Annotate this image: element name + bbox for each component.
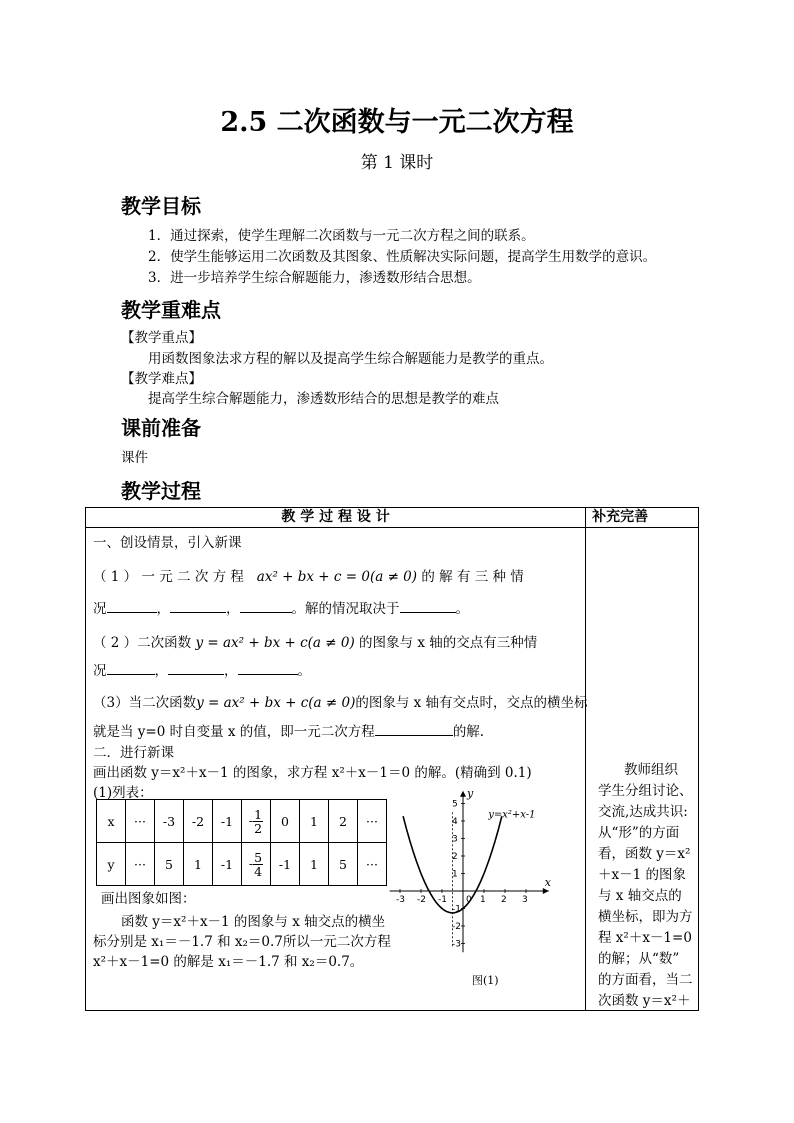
- x-axis-label: x: [544, 876, 552, 889]
- draw-text: 画出图象如图：: [101, 891, 196, 907]
- y-axis-label: y: [467, 786, 474, 800]
- table-cell: 1: [300, 843, 329, 886]
- table-header-design: 教 学 过 程 设 计: [86, 508, 586, 528]
- question-3-line-1: （3）当二次函数y = ax² + bx + c(a ≠ 0)的图象与 x 轴有交点时，交点的横坐标: [93, 695, 588, 711]
- result-line-1: 函数 y＝x²＋x－1 的图象与 x 轴交点的横坐: [121, 914, 386, 930]
- y-tick-label: 2: [452, 852, 458, 862]
- task-text: 画出函数 y＝x²＋x－1 的图象，求方程 x²＋x－1＝0 的解。(精确到 0.1): [93, 765, 532, 781]
- x-tick-label: -1: [438, 895, 447, 905]
- y-frac-num: 5: [254, 849, 263, 865]
- table-cell: 1: [184, 843, 213, 886]
- y-tick-label: 3: [452, 834, 458, 845]
- goals-heading: 教学目标: [121, 194, 201, 218]
- supplement-line: 从“形”的方面: [598, 825, 680, 841]
- prep-heading: 课前准备: [121, 416, 201, 440]
- table-header-supplement: 补充完善: [586, 508, 699, 528]
- values-table: [96, 799, 387, 886]
- y-tick-label: 1: [452, 869, 458, 880]
- supplement-line: 的解；从“数”: [598, 951, 680, 967]
- origin-label: 0: [466, 895, 472, 905]
- equation-3: y = ax² + bx + c(a ≠ 0): [196, 695, 356, 711]
- x-tick-label: 1: [480, 895, 486, 905]
- supplement-line: 横坐标，即为方: [598, 909, 693, 925]
- y-tick-label: 5: [452, 799, 458, 810]
- y-tick-label: -3: [452, 939, 461, 950]
- x-tick-label: -3: [396, 895, 405, 905]
- y-tick-label: -2: [452, 922, 461, 932]
- x-tick-label: 2: [501, 895, 507, 905]
- supplement-line: 次函数 y＝x²＋: [598, 993, 691, 1009]
- table-cell: 0: [271, 800, 300, 843]
- table-cell: ···: [126, 800, 155, 843]
- question-3-line-2: 就是当 y=0 时自变量 x 的值，即一元二次方程 的解.: [93, 720, 484, 740]
- table-cell: -1: [213, 800, 242, 843]
- table-cell-fraction: - $\frac{1}{2}$: [242, 800, 271, 843]
- y-axis-arrow: [460, 791, 466, 797]
- table-cell: 2: [329, 800, 358, 843]
- table-cell: -2: [184, 800, 213, 843]
- goal-item-1: 1．通过探索，使学生理解二次函数与一元二次方程之间的联系。: [148, 228, 535, 244]
- process-heading: 教学过程: [121, 479, 201, 503]
- x-tick-label: 3: [522, 895, 528, 905]
- question-1-line-1: （ 1 ） 一 元 二 次 方 程 ax² + bx + c = 0(a ≠ 0) 的 解 有 三 种 情: [93, 569, 524, 585]
- supplement-line: ＋x－1 的图象: [598, 867, 686, 883]
- equation-2: y = ax² + bx + c(a ≠ 0): [195, 635, 355, 651]
- supplement-line: 程 x²＋x－1=0: [598, 930, 692, 946]
- supplement-line: 教师组织: [624, 762, 678, 778]
- table-cell: -1: [213, 843, 242, 886]
- row-y-label: y: [97, 843, 126, 886]
- supplement-line: 看，函数 y＝x²: [598, 846, 691, 862]
- y-tick-label: -1: [452, 904, 461, 915]
- section-2-heading: 二．进行新课: [93, 745, 174, 761]
- row-x-label: x: [97, 800, 126, 843]
- focus-text: 用函数图象法求方程的解以及提高学生综合解题能力是教学的重点。: [148, 351, 553, 367]
- list-label: (1)列表：: [93, 785, 153, 801]
- hard-text: 提高学生综合解题能力，渗透数形结合的思想是教学的难点: [148, 391, 499, 407]
- chart-caption: 图(1): [472, 974, 499, 987]
- x-frac-num: 1: [254, 806, 263, 822]
- prep-text: 课件: [121, 450, 148, 466]
- table-cell: 5: [155, 843, 184, 886]
- y-frac-den: 4: [254, 863, 263, 879]
- question-2-line-1: （ 2 ）二次函数 y = ax² + bx + c(a ≠ 0) 的图象与 x 轴的交点有三种情: [93, 635, 538, 651]
- table-cell: ···: [358, 843, 387, 886]
- table-cell: -3: [155, 800, 184, 843]
- table-cell: -1: [271, 843, 300, 886]
- table-cell: 5: [329, 843, 358, 886]
- table-cell-fraction: - $\frac{5}{4}$: [242, 843, 271, 886]
- table-cell: ···: [358, 800, 387, 843]
- table-cell: ···: [126, 843, 155, 886]
- supplement-line: 学生分组讨论、: [598, 783, 693, 799]
- table-row: [97, 800, 387, 843]
- y-tick-label: 4: [452, 817, 458, 827]
- parabola-chart: [396, 774, 585, 990]
- result-line-3: x²＋x－1=0 的解是 x₁＝－1.7 和 x₂＝0.7。: [93, 954, 364, 970]
- curve-label: y=x²+x-1: [488, 809, 536, 821]
- x-frac-den: 2: [254, 820, 263, 836]
- difficulty-heading: 教学重难点: [121, 298, 221, 322]
- question-2-line-2: 况 ， ， 。: [93, 659, 311, 679]
- question-1-line-2: 况 ， ， 。解的情况取决于 。: [93, 597, 469, 617]
- supplement-line: 交流,达成共识:: [598, 804, 688, 820]
- focus-label: 【教学重点】: [121, 330, 202, 346]
- table-cell: 1: [300, 800, 329, 843]
- supplement-line: 与 x 轴交点的: [598, 888, 682, 904]
- equation-1: ax² + bx + c = 0(a ≠ 0): [256, 569, 418, 585]
- result-line-2: 标分别是 x₁＝－1.7 和 x₂＝0.7所以一元二次方程: [93, 934, 391, 950]
- page-subtitle: 第 1 课时: [360, 153, 434, 173]
- supplement-line: 的方面看，当二: [598, 972, 693, 988]
- hard-label: 【教学难点】: [121, 371, 202, 387]
- section-1-heading: 一、创设情景，引入新课: [93, 535, 242, 551]
- table-row: [97, 843, 387, 886]
- goal-item-2: 2．使学生能够运用二次函数及其图象、性质解决实际问题，提高学生用数学的意识。: [148, 249, 657, 265]
- goal-item-3: 3．进一步培养学生综合解题能力，渗透数形结合思想。: [148, 270, 481, 286]
- supplement-notes: [598, 760, 698, 1012]
- x-tick-label: -2: [417, 895, 426, 905]
- page-title: 2.5 二次函数与一元二次方程: [220, 107, 574, 138]
